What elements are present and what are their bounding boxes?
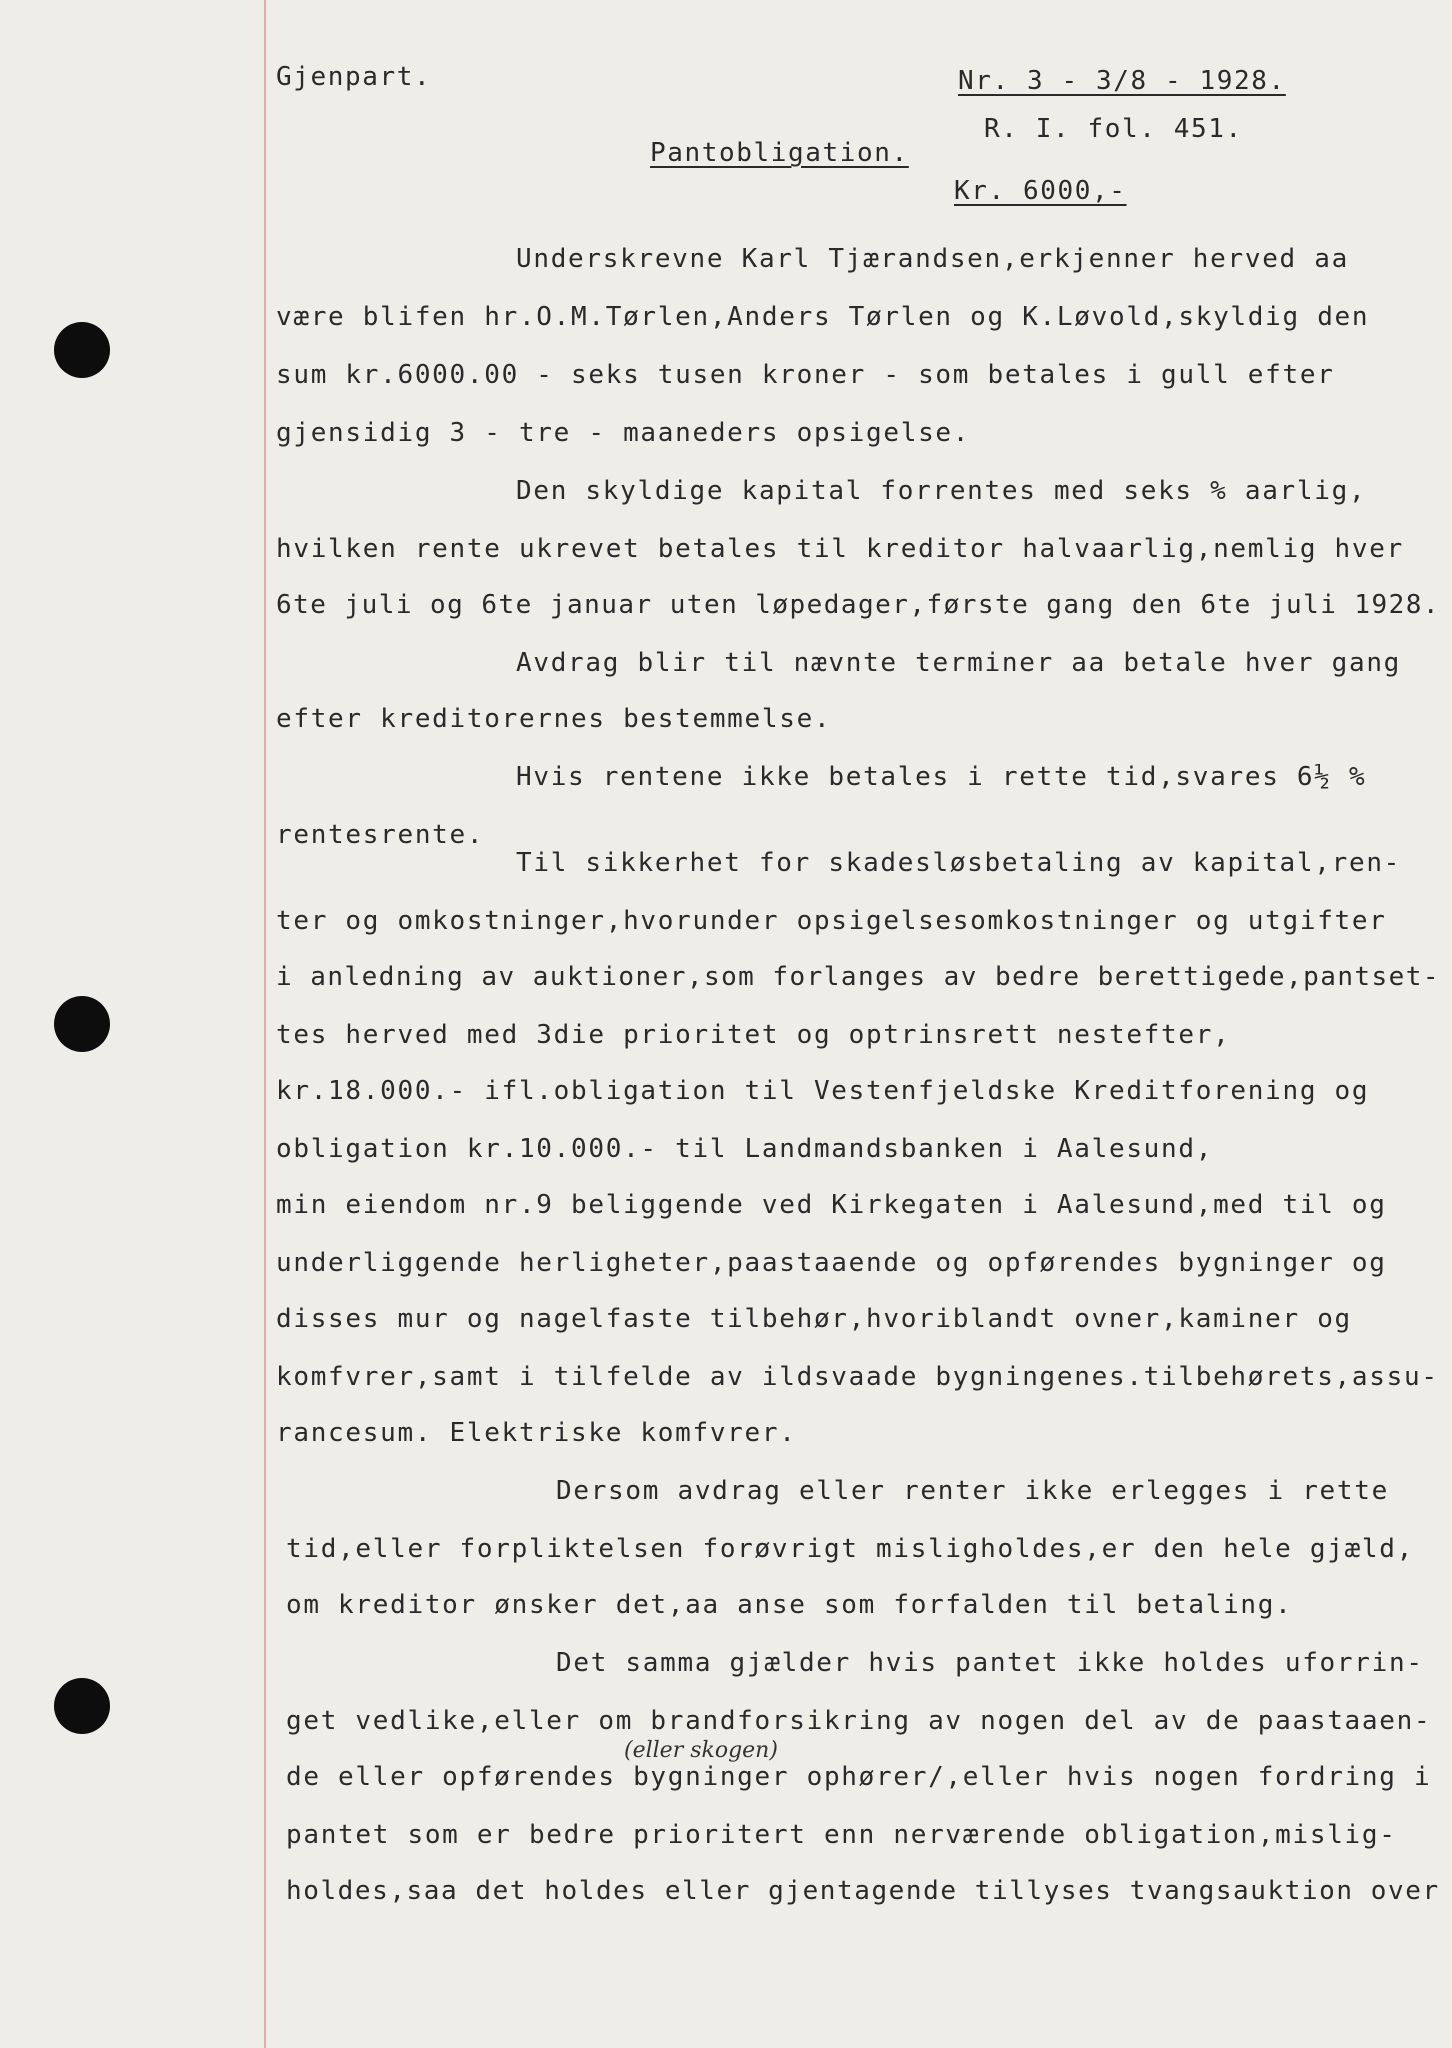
loan-amount: Kr. 6000,- [954, 176, 1127, 206]
body-line: underliggende herligheter,paastaaende og opførendes bygninger og [276, 1248, 1387, 1278]
body-line: tid,eller forpliktelsen forøvrigt misligholdes,er den hele gjæld, [286, 1534, 1414, 1564]
body-line: rentesrente. [276, 820, 485, 850]
document-number: Nr. 3 - 3/8 - 1928. [958, 66, 1286, 96]
body-line: get vedlike,eller om brandforsikring av nogen del av de paastaaen- [286, 1706, 1432, 1736]
copy-label: Gjenpart. [276, 62, 432, 92]
register-reference: R. I. fol. 451. [984, 114, 1243, 144]
punch-hole-bottom [54, 1678, 110, 1734]
body-line: obligation kr.10.000.- til Landmandsbanken i Aalesund, [276, 1134, 1214, 1164]
body-line: Det samma gjælder hvis pantet ikke holdes uforrin- [556, 1648, 1424, 1678]
margin-rule [264, 0, 266, 2048]
body-line: ter og omkostninger,hvorunder opsigelsesomkostninger og utgifter [276, 906, 1387, 936]
body-line: 6te juli og 6te januar uten løpedager,første gang den 6te juli 1928. [276, 590, 1441, 620]
body-line: komfvrer,samt i tilfelde av ildsvaade bygningenes.tilbehørets,assu- [276, 1362, 1439, 1392]
body-line: min eiendom nr.9 beliggende ved Kirkegaten i Aalesund,med til og [276, 1190, 1387, 1220]
punch-hole-top [54, 322, 110, 378]
punch-hole-middle [54, 996, 110, 1052]
handwritten-insert: (eller skogen) [624, 1738, 778, 1763]
body-line: pantet som er bedre prioritert enn nerværende obligation,mislig- [286, 1820, 1397, 1850]
body-line: gjensidig 3 - tre - maaneders opsigelse. [276, 418, 971, 448]
body-line: Til sikkerhet for skadesløsbetaling av kapital,ren- [516, 848, 1402, 878]
body-line: holdes,saa det holdes eller gjentagende tillyses tvangsauktion over [286, 1876, 1440, 1906]
body-line: tes herved med 3die prioritet og optrinsrett nestefter, [276, 1020, 1231, 1050]
body-line: de eller opførendes bygninger ophører/,eller hvis nogen fordring i [286, 1762, 1432, 1792]
body-line: disses mur og nagelfaste tilbehør,hvoriblandt ovner,kaminer og [276, 1304, 1352, 1334]
body-line: Hvis rentene ikke betales i rette tid,svares 6½ % [516, 762, 1367, 792]
body-line: være blifen hr.O.M.Tørlen,Anders Tørlen og K.Løvold,skyldig den [276, 302, 1370, 332]
body-line: Underskrevne Karl Tjærandsen,erkjenner herved aa [516, 244, 1349, 274]
body-line: rancesum. Elektriske komfvrer. [276, 1418, 797, 1448]
body-line: efter kreditorernes bestemmelse. [276, 704, 832, 734]
body-line: Avdrag blir til nævnte terminer aa betale hver gang [516, 648, 1402, 678]
body-line: sum kr.6000.00 - seks tusen kroner - som betales i gull efter [276, 360, 1335, 390]
body-line: kr.18.000.- ifl.obligation til Vestenfjeldske Kreditforening og [276, 1076, 1370, 1106]
body-line: Den skyldige kapital forrentes med seks % aarlig, [516, 476, 1367, 506]
body-line: i anledning av auktioner,som forlanges av bedre berettigede,pantset- [276, 962, 1441, 992]
body-line: Dersom avdrag eller renter ikke erlegges i rette [556, 1476, 1389, 1506]
document-title: Pantobligation. [650, 138, 909, 168]
body-line: hvilken rente ukrevet betales til kreditor halvaarlig,nemlig hver [276, 534, 1404, 564]
body-line: om kreditor ønsker det,aa anse som forfalden til betaling. [286, 1590, 1293, 1620]
